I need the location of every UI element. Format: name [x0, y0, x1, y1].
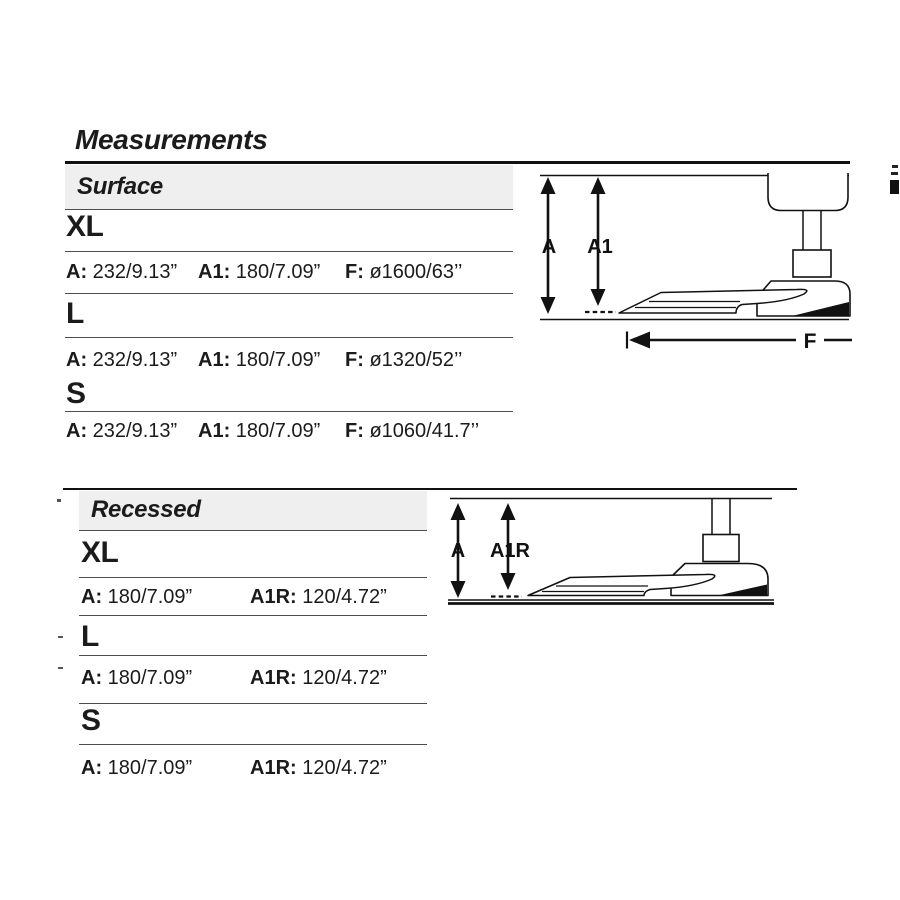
surface-size-l: L	[66, 297, 84, 330]
scan-artifact	[58, 667, 63, 669]
dim-label-a1: A1	[587, 236, 613, 258]
rule	[79, 655, 427, 656]
arrow-down-icon	[591, 289, 606, 306]
fan-downrod	[712, 498, 730, 535]
fan-canopy	[768, 173, 848, 211]
dim-f: F: ø1060/41.7’’	[345, 420, 480, 442]
rule	[65, 209, 513, 210]
dim-a1r: A1R: 120/4.72”	[250, 586, 387, 608]
dim-f: F: ø1320/52’’	[345, 349, 463, 371]
surface-xl-data-row	[66, 260, 514, 284]
dim-label-a: A	[541, 236, 557, 258]
dim-a1: A1: 180/7.09”	[198, 261, 321, 283]
recessed-size-xl: XL	[81, 536, 119, 569]
page-title: Measurements	[75, 124, 268, 155]
scan-artifact	[891, 172, 898, 175]
dim-a: A: 180/7.09”	[81, 757, 193, 779]
arrow-down-icon	[541, 297, 556, 314]
dim-a1: A1: 180/7.09”	[198, 349, 321, 371]
surface-s-data-row	[66, 419, 514, 443]
rule	[65, 411, 513, 412]
dim-a: A: 232/9.13”	[66, 261, 178, 283]
arrow-down-icon	[451, 581, 466, 598]
dim-a: A: 180/7.09”	[81, 667, 193, 689]
arrow-up-icon	[541, 177, 556, 194]
dim-label-f: F	[803, 330, 817, 353]
rule	[65, 337, 513, 338]
dim-a: A: 180/7.09”	[81, 586, 193, 608]
recessed-size-s: S	[81, 704, 101, 737]
dim-label-a1r: A1R	[489, 540, 531, 562]
surface-size-s: S	[66, 377, 86, 410]
scan-artifact	[890, 180, 899, 194]
scan-artifact	[58, 636, 63, 638]
surface-section-header	[65, 165, 513, 209]
surface-mount-diagram	[515, 155, 900, 355]
surface-size-xl: XL	[66, 210, 104, 243]
rule	[79, 615, 427, 616]
scan-artifact	[57, 499, 61, 502]
recessed-mount-diagram	[440, 478, 900, 615]
dim-label-a: A	[450, 540, 466, 562]
rule	[79, 703, 427, 704]
surface-l-data-row	[66, 348, 514, 372]
dim-a1r: A1R: 120/4.72”	[250, 757, 387, 779]
recessed-s-data-row	[81, 756, 429, 780]
arrow-up-icon	[501, 503, 516, 520]
arrow-down-icon	[501, 573, 516, 590]
dim-a1: A1: 180/7.09”	[198, 420, 321, 442]
dim-a: A: 232/9.13”	[66, 349, 178, 371]
fan-downrod	[803, 210, 821, 251]
dim-f: F: ø1600/63’’	[345, 261, 463, 283]
recessed-section-header	[79, 491, 427, 531]
rule	[79, 577, 427, 578]
fan-coupler	[793, 250, 831, 277]
surface-section-title: Surface	[77, 172, 163, 200]
recessed-l-data-row	[81, 666, 429, 690]
scan-artifact	[892, 165, 898, 168]
rule	[79, 744, 427, 745]
recessed-section-title: Recessed	[91, 496, 201, 524]
arrow-left-icon	[629, 332, 650, 349]
arrow-up-icon	[451, 503, 466, 520]
arrow-up-icon	[591, 177, 606, 194]
dim-a: A: 232/9.13”	[66, 420, 178, 442]
dim-a1r: A1R: 120/4.72”	[250, 667, 387, 689]
rule	[65, 251, 513, 252]
recessed-size-l: L	[81, 620, 99, 653]
recessed-xl-data-row	[81, 585, 429, 609]
rule	[79, 530, 427, 531]
fan-coupler	[703, 535, 739, 562]
rule	[65, 293, 513, 294]
